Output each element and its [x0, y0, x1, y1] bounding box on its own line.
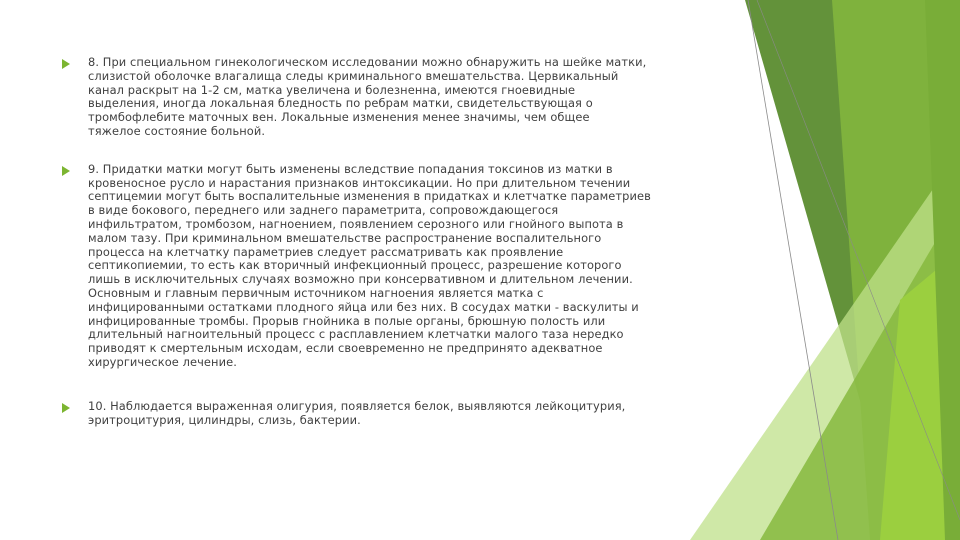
list-item [62, 163, 742, 370]
bullet-list [62, 56, 742, 427]
triangle-bullet-icon [62, 166, 70, 176]
list-item [62, 56, 742, 139]
bullet-text: 9. Придатки матки могут быть изменены вследствие попадания токсинов из матки в кровеносное русло и нарастания признаков интоксикации. Но при длительном течении септицемии могут быть воспалительные изменения в придатках и клетчатке параметриев в виде бокового, переднего или заднего параметрита, сопровождающегося инфильтратом, тромбозом, нагноением, появлением серозного или гнойного выпота в малом тазу. При криминальном вмешательстве распространение воспалительного процесса на клетчатку параметриев следует рассматривать как проявление септикопиемии, то есть как вторичный инфекционный процесс, разрешение которого лишь в исключительных случаях возможно при консервативном и длительном лечении. Основным и главным первичным источником нагноения является матка с инфицированными остатками плодного яйца или без них. В сосудах матки - васкулиты и инфицированные тромбы. Прорыв гнойника в полые органы, брюшную полость или длительный нагноительный процесс с расплавлением клетчатки малого таза нередко приводят к смертельным исходам, если своевременно не предпринято адекватное хирургическое лечение. [88, 161, 651, 369]
triangle-bullet-icon [62, 403, 70, 413]
bullet-text: 8. При специальном гинекологическом исследовании можно обнаружить на шейке матки, слизистой оболочке влагалища следы криминального вмешательства. Цервикальный канал раскрыт на 1-2 см, матка увеличена и болезненна, имеются гноевидные выделения, иногда локальная бледность по ребрам матки, свидетельствующая о тромбофлебите маточных вен. Локальные изменения менее значимы, чем общее тяжелое состояние больной. [88, 55, 647, 138]
bullet-text: 10. Наблюдается выраженная олигурия, появляется белок, выявляются лейкоцитурия, эритроцитурия, цилиндры, слизь, бактерии. [88, 398, 626, 427]
list-item [62, 400, 742, 428]
triangle-bullet-icon [62, 59, 70, 69]
